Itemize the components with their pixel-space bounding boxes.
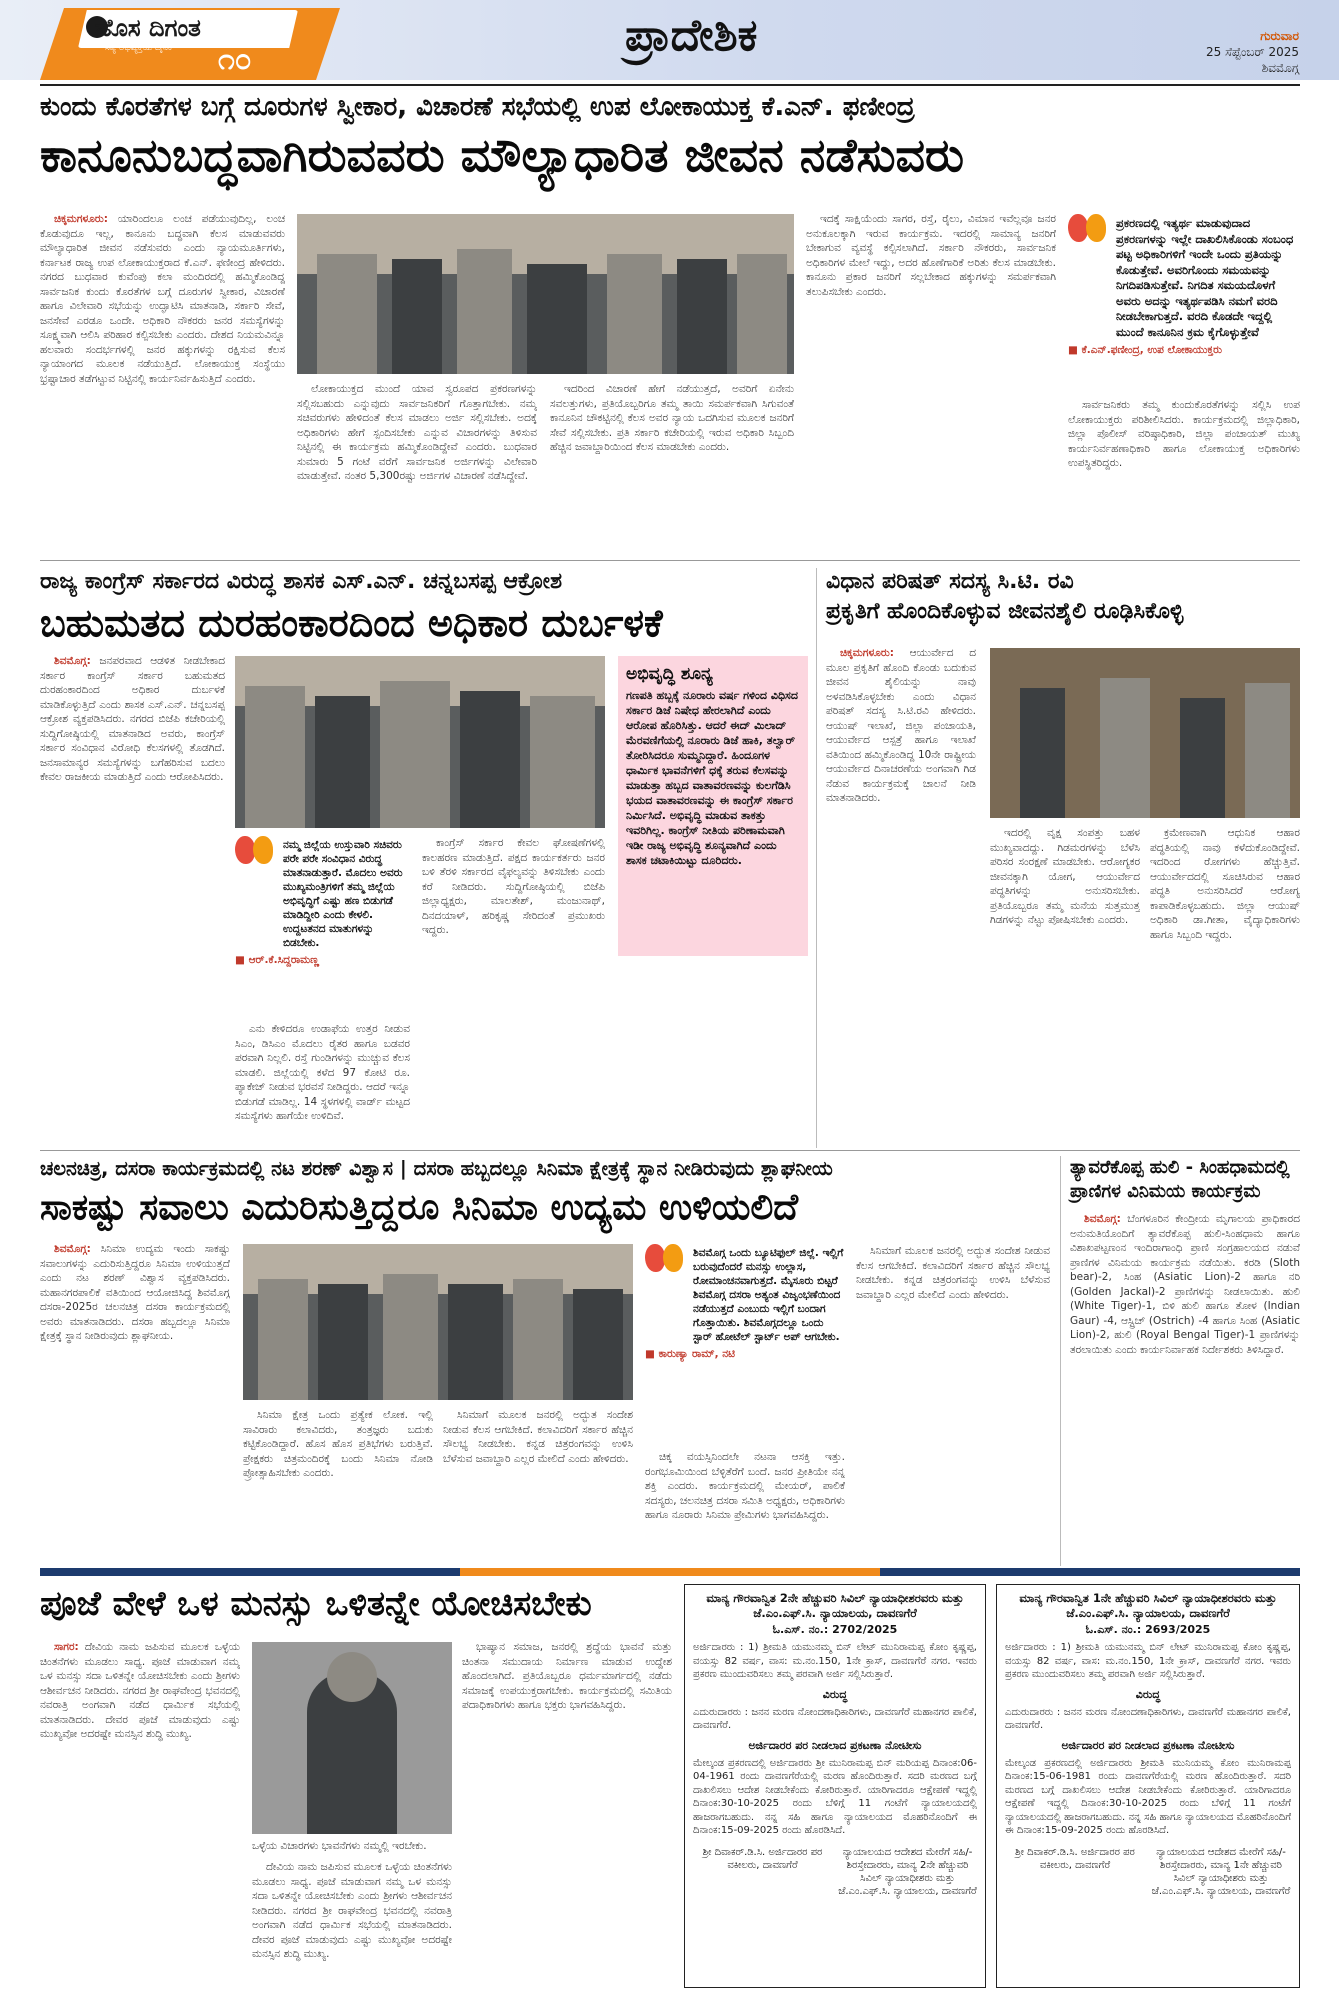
- story3-dateline: ಚಿಕ್ಕಮಗಳೂರು:: [840, 647, 894, 659]
- page-number: ೧೦: [218, 42, 252, 77]
- notice-respondent: ಎದುರುದಾರರು : ಜನನ ಮರಣ ನೋಂದಣಾಧಿಕಾರಿಗಳು, ದಾವಣಗೆರೆ ಮಹಾನಗರ ಪಾಲಿಕೆ, ದಾವಣಗೆರೆ.: [693, 1706, 977, 1731]
- story4-pull-quote: [645, 1244, 845, 1444]
- story2-sidebar-box: [618, 656, 808, 956]
- story3-body-col2: ಇದರಲ್ಲಿ ವೃಕ್ಷ ಸಂಪತ್ತು ಬಹಳ ಮುಖ್ಯವಾದದ್ದು. ಗಿಡಮರಗಳನ್ನು ಬೆಳೆಸಿ ಪರಿಸರ ಸಂರಕ್ಷಣೆ ಮಾಡಬೇಕು. ಆರೋಗ್ಯಕರ ಜೀವನಕ್ಕಾಗಿ ಯೋಗ, ಆಯುರ್ವೇದ ಪದ್ಧತಿಗಳನ್ನು ಅನುಸರಿಸಬೇಕು. ಪ್ರತಿಯೊಬ್ಬರೂ ತಮ್ಮ ಮನೆಯ ಸುತ್ತಮುತ್ತ ಗಿಡಗಳನ್ನು ನೆಟ್ಟು ಪೋಷಿಸಬೇಕು ಎಂದರು.: [990, 827, 1140, 926]
- story1-body-col5: ಸಾರ್ವಜನಿಕರು ತಮ್ಮ ಕುಂದುಕೊರತೆಗಳನ್ನು ಸಲ್ಲಿಸಿ ಉಪ ಲೋಕಾಯುಕ್ತರು ಪರಿಶೀಲಿಸಿದರು. ಕಾರ್ಯಕ್ರಮದಲ್ಲಿ ಜಿಲ್ಲಾಧಿಕಾರಿ, ಜಿಲ್ಲಾ ಪೊಲೀಸ್ ವರಿಷ್ಠಾಧಿಕಾರಿ, ಜಿಲ್ಲಾ ಪಂಚಾಯತ್ ಮುಖ್ಯ ಕಾರ್ಯನಿರ್ವಹಣಾಧಿಕಾರಿ ಹಾಗೂ ಲೋಕಾಯುಕ್ತ ಅಧಿಕಾರಿಗಳು ಉಪಸ್ಥಿತರಿದ್ದರು.: [1068, 399, 1300, 469]
- story6-body-col2: ದೇವಿಯ ನಾಮ ಜಪಿಸುವ ಮೂಲಕ ಒಳ್ಳೆಯ ಚಿಂತನೆಗಳು ಮೂಡಲು ಸಾಧ್ಯ. ಪೂಜೆ ಮಾಡುವಾಗ ನಮ್ಮ ಒಳ ಮನಸ್ಸು ಸದಾ ಒಳಿತನ್ನೇ ಯೋಚಿಸಬೇಕು ಎಂದು ಶ್ರೀಗಳು ಆಶೀರ್ವಚನ ನೀಡಿದರು. ನಗರದ ಶ್ರೀ ರಾಘವೇಂದ್ರ ಭವನದಲ್ಲಿ ನವರಾತ್ರಿ ಅಂಗವಾಗಿ ನಡೆದ ಧಾರ್ಮಿಕ ಸಭೆಯಲ್ಲಿ ಮಾತನಾಡಿದರು. ದೇವರ ಪೂಜೆ ಮಾಡುವುದು ಎಷ್ಟು ಮುಖ್ಯವೋ ಅದರಷ್ಟೇ ಮನಸ್ಸಿನ ಶುದ್ಧಿ ಮುಖ್ಯ.: [252, 1861, 452, 1960]
- color-stripe: [40, 1568, 460, 1576]
- notice-body: ಮೇಲ್ಕಂಡ ಪ್ರಕರಣದಲ್ಲಿ ಅರ್ಜಿದಾರರು ಶ್ರೀ ಮುನಿರಾಮಪ್ಪ ಬಿನ್ ಮರಿಯಪ್ಪ ದಿನಾಂಕ:06-04-1961 ರಂದು ದಾವಣಗೆರೆಯಲ್ಲಿ ಮರಣ ಹೊಂದಿರುತ್ತಾರೆ. ಸದರಿ ಮರಣದ ಬಗ್ಗೆ ದಾಖಲಿಸಲು ಆದೇಶ ನೀಡಬೇಕೆಂದು ಕೋರಿರುತ್ತಾರೆ. ಯಾರಿಗಾದರೂ ಆಕ್ಷೇಪಣೆ ಇದ್ದಲ್ಲಿ ದಿನಾಂಕ:30-10-2025 ರಂದು ಬೆಳಿಗ್ಗೆ 11 ಗಂಟೆಗೆ ನ್ಯಾಯಾಲಯದಲ್ಲಿ ಹಾಜರಾಗಬಹುದು. ನನ್ನ ಸಹಿ ಹಾಗೂ ನ್ಯಾಯಾಲಯದ ಮೊಹರಿನೊಂದಿಗೆ ಈ ದಿನಾಂಕ:15-09-2025 ರಂದು ಹೊರಡಿಸಿದೆ.: [693, 1757, 977, 1836]
- notice-advocate: ಶ್ರೀ ದಿವಾಕರ್.ಡಿ.ಸಿ. ಅರ್ಜಿದಾರರ ಪರ ವಕೀಲರು, ದಾವಣಗೆರೆ: [702, 1846, 823, 1871]
- story3-body-col3: ಕ್ರಮೇಣವಾಗಿ ಆಧುನಿಕ ಆಹಾರ ಪದ್ಧತಿಯಲ್ಲಿ ನಾವು ಕಳೆದುಕೊಂಡಿದ್ದೇವೆ. ಇದರಿಂದ ರೋಗಗಳು ಹೆಚ್ಚುತ್ತಿವೆ. ಆಯುರ್ವೇದದಲ್ಲಿ ಸೂಚಿಸಿರುವ ಆಹಾರ ಪದ್ಧತಿ ಅನುಸರಿಸಿದರೆ ಆರೋಗ್ಯ ಕಾಪಾಡಿಕೊಳ್ಳಬಹುದು. ಜಿಲ್ಲಾ ಆಯುಷ್ ಅಧಿಕಾರಿ ಡಾ.ಗೀತಾ, ವೈದ್ಯಾಧಿಕಾರಿಗಳು ಹಾಗೂ ಸಿಬ್ಬಂದಿ ಇದ್ದರು.: [1150, 827, 1300, 941]
- divider: [40, 84, 1300, 86]
- section-title: ಪ್ರಾದೇಶಿಕ: [625, 10, 758, 61]
- court-notice-2: [996, 1584, 1300, 1988]
- story4-body-col4-lower: ಚಿಕ್ಕ ವಯಸ್ಸಿನಿಂದಲೇ ನಟನಾ ಆಸಕ್ತಿ ಇತ್ತು. ರಂಗಭೂಮಿಯಿಂದ ಬೆಳ್ಳಿತೆರೆಗೆ ಬಂದೆ. ಜನರ ಪ್ರೀತಿಯೇ ನನ್ನ ಶಕ್ತಿ ಎಂದರು. ಕಾರ್ಯಕ್ರಮದಲ್ಲಿ ಮೇಯರ್, ಪಾಲಿಕೆ ಸದಸ್ಯರು, ಚಲನಚಿತ್ರ ದಸರಾ ಸಮಿತಿ ಅಧ್ಯಕ್ಷರು, ಅಧಿಕಾರಿಗಳು ಹಾಗೂ ನೂರಾರು ಸಿನಿಮಾ ಪ್ರೇಮಿಗಳು ಭಾಗವಹಿಸಿದ್ದರು.: [645, 1451, 845, 1521]
- pull-quote-attribution: ■ ಕೆ.ಎನ್.ಫಣೀಂದ್ರ, ಉಪ ಲೋಕಾಯುಕ್ತರು: [1068, 344, 1300, 357]
- sidebar-box-text: ಗಣಪತಿ ಹಬ್ಬಕ್ಕೆ ನೂರಾರು ವರ್ಷ ಗಳಿಂದ ವಿಧಿಸದ ಸರ್ಕಾರ ಡಿಜೆ ನಿಷೇಧ ಹೇರಲಾಗಿದೆ ಎಂದು ಆರೋಪ ಹೊರಿಸಿತ್ತು. ಆದರೆ ಈದ್ ಮಿಲಾದ್ ಮೆರವಣಿಗೆಯಲ್ಲಿ ನೂರಾರು ಡಿಜೆ ಹಾಕಿ, ತಲ್ವಾರ್ ತೋರಿಸಿದರೂ ಸುಮ್ಮನಿದ್ದಾರೆ. ಹಿಂದೂಗಳ ಧಾರ್ಮಿಕ ಭಾವನೆಗಳಿಗೆ ಧಕ್ಕೆ ತರುವ ಕೆಲಸವನ್ನು ಮಾಡುತ್ತಾ ಹಬ್ಬದ ವಾತಾವರಣವನ್ನು ಕುಲಗೆಡಿಸಿ ಭಯದ ವಾತಾವರಣವನ್ನು ಈ ಕಾಂಗ್ರೆಸ್ ಸರ್ಕಾರ ನಿರ್ಮಿಸಿದೆ. ಅಭಿವೃದ್ಧಿ ಮಾಡುವ ತಾಕತ್ತು ಇವರಿಗಿಲ್ಲ. ಕಾಂಗ್ರೆಸ್ ನೀತಿಯ ಪರಿಣಾಮವಾಗಿ ಇಡೀ ರಾಜ್ಯ ಅಭಿವೃದ್ಧಿ ಶೂನ್ಯವಾಗಿದೆ ಎಂದು ಶಾಸಕ ಚಟಾಕಿಯಿಟ್ಟು ದೂರಿದರು.: [626, 689, 799, 867]
- pull-quote-text: ಶಿವಮೊಗ್ಗ ಒಂದು ಬ್ಯೂಟಿಫುಲ್ ಜಿಲ್ಲೆ. ಇಲ್ಲಿಗೆ ಬರುವುದೆಂದರೆ ಮನಸ್ಸು ಉಲ್ಲಾಸ, ರೋಮಾಂಚನವಾಗುತ್ತದೆ. ಮೈಸೂರು ಬಿಟ್ಟರೆ ಶಿವಮೊಗ್ಗ ದಸರಾ ಅತ್ಯಂತ ವಿಜೃಂಭಣೆಯಿಂದ ನಡೆಯುತ್ತದೆ ಎಂಬುದು ಇಲ್ಲಿಗೆ ಬಂದಾಗ ಗೊತ್ತಾಯಿತು. ಶಿವಮೊಗ್ಗದಲ್ಲೂ ಒಂದು ಸ್ಟಾರ್ ಹೋಟೆಲ್ ಸ್ಟಾರ್ಟ್ ಅಪ್ ಆಗಬೇಕು.: [693, 1247, 844, 1343]
- story5-kicker: ತ್ಯಾವರೆಕೊಪ್ಪ ಹುಲಿ - ಸಿಂಹಧಾಮದಲ್ಲಿ ಪ್ರಾಣಿಗಳ ವಿನಿಮಯ ಕಾರ್ಯಕ್ರಮ: [1070, 1157, 1290, 1202]
- notice-respondent: ಎದುರುದಾರರು : ಜನನ ಮರಣ ನೋಂದಣಾಧಿಕಾರಿಗಳು, ದಾವಣಗೆರೆ ಮಹಾನಗರ ಪಾಲಿಕೆ, ದಾವಣಗೆರೆ.: [1005, 1706, 1291, 1731]
- notice-petitioner: ಅರ್ಜಿದಾರರು : 1) ಶ್ರೀಮತಿ ಯಮುನಮ್ಮ ಬಿನ್ ಲೇಟ್ ಮುನಿರಾಮಪ್ಪ ಕೋಂ ಕೃಷ್ಣಪ್ಪ, ವಯಸ್ಸು 82 ವರ್ಷ, ವಾಸ: ಮ.ನಂ.150, 1ನೇ ಕ್ರಾಸ್, ದಾವಣಗೆರೆ ನಗರ. ಇವರು ಪ್ರಕರಣ ಮುಂದುವರಿಸಲು ತಮ್ಮ ಪರವಾಗಿ ಅರ್ಜಿ ಸಲ್ಲಿಸಿರುತ್ತಾರೆ.: [1005, 1642, 1291, 1680]
- story4-dateline: ಶಿವಮೊಗ್ಗ:: [54, 1243, 91, 1255]
- notice-signatory: ನ್ಯಾಯಾಲಯದ ಆದೇಶದ ಮೇರೆಗೆ ಸಹಿ/-ಶಿರಸ್ತೇದಾರರು, ಮಾನ್ಯ 1ನೇ ಹೆಚ್ಚುವರಿ ಸಿವಿಲ್ ನ್ಯಾಯಾಧೀಶರು ಮತ್ತು ಜೆ.ಎಂ.ಎಫ್.ಸಿ. ನ್ಯಾಯಾಲಯ, ದಾವಣಗೆರೆ: [1151, 1846, 1291, 1897]
- edition-city: ಶಿವಮೊಗ್ಗ: [1261, 61, 1299, 75]
- notice-versus: ವಿರುದ್ಧ: [1135, 1687, 1161, 1701]
- notice-subhead: ಅರ್ಜಿದಾರರ ಪರ ನೀಡಲಾದ ಪ್ರಕಟಣಾ ನೋಟೀಸು: [1061, 1738, 1235, 1752]
- sidebar-box-title: ಅಭಿವೃದ್ಧಿ ಶೂನ್ಯ: [626, 664, 713, 684]
- notice-court-title: ಮಾನ್ಯ ಗೌರವಾನ್ವಿತ 1ನೇ ಹೆಚ್ಚುವರಿ ಸಿವಿಲ್ ನ್ಯಾಯಾಧೀಶರವರು ಮತ್ತು ಜೆ.ಎಂ.ಎಫ್.ಸಿ. ನ್ಯಾಯಾಲಯ, ದಾವಣಗೆರೆ: [1019, 1591, 1277, 1620]
- paper-tagline: ಸತ್ಯ ಅಭಿವ್ಯಕ್ತಿಯ ದೈನಿಕ: [105, 43, 172, 53]
- story2-dateline: ಶಿವಮೊಗ್ಗ:: [54, 655, 91, 667]
- story1-body-col3: ಇದರಿಂದ ವಿಚಾರಣೆ ಹೇಗೆ ನಡೆಯುತ್ತದೆ, ಅವರಿಗೆ ಏನೇನು ಸವಲತ್ತುಗಳು, ಪ್ರತಿಯೊಬ್ಬರಿಗೂ ತಮ್ಮ ತಾಯಿ ಸಮರ್ಪಕವಾಗಿ ಸಿಗುವಂತೆ ಕಾನೂನಿನ ಚೌಕಟ್ಟಿನಲ್ಲಿ ಕೆಲಸ ಅವರ ನ್ಯಾಯ ಒದಗಿಸುವ ಮೂಲಕ ಜನರಿಗೆ ಸೇವೆ ಸಲ್ಲಿಸಬೇಕು. ಪ್ರತಿ ಸರ್ಕಾರಿ ಕಚೇರಿಯಲ್ಲಿ ಇರುವ ಅಧಿಕಾರಿ ಸಿಬ್ಬಂದಿ ಹೆಚ್ಚಿನ ಜವಾಬ್ದಾರಿಯಿಂದ ಕೆಲಸ ಮಾಡಬೇಕು ಎಂದರು.: [550, 383, 794, 453]
- story3-photo: [990, 648, 1300, 818]
- notice-versus: ವಿರುದ್ಧ: [822, 1687, 848, 1701]
- story1-dateline: ಚಿಕ್ಕಮಗಳೂರು:: [54, 213, 108, 225]
- weekday: ಗುರುವಾರ: [1260, 29, 1299, 43]
- story2-body-col1: ಶಿವಮೊಗ್ಗ: ಜನಪರವಾದ ಆಡಳಿತ ನೀಡಬೇಕಾದ ಸರ್ಕಾರ ಕಾಂಗ್ರೆಸ್ ಸರ್ಕಾರ ಬಹುಮತದ ದುರಹಂಕಾರದಿಂದ ಅಧಿಕಾರ ದುರ್ಬಳಕೆ ಮಾಡಿಕೊಳ್ಳುತ್ತಿದೆ ಎಂದು ಶಾಸಕ ಎಸ್.ಎನ್. ಚನ್ನಬಸಪ್ಪ ಆಕ್ರೋಶ ವ್ಯಕ್ತಪಡಿಸಿದರು. ನಗರದ ಬಿಜೆಪಿ ಕಚೇರಿಯಲ್ಲಿ ಸುದ್ದಿಗೋಷ್ಠಿಯಲ್ಲಿ ಮಾತನಾಡಿದ ಅವರು, ಕಾಂಗ್ರೆಸ್ ಸರ್ಕಾರ ಸಂವಿಧಾನ ವಿರೋಧಿ ಕೆಲಸಗಳಲ್ಲಿ ತೊಡಗಿದೆ. ಜನಸಾಮಾನ್ಯರ ಸಮಸ್ಯೆಗಳನ್ನು ಬಗೆಹರಿಸುವ ಬದಲು ಕೇವಲ ರಾಜಕೀಯ ಮಾಡುತ್ತಿದೆ ಎಂದು ಆರೋಪಿಸಿದರು.: [40, 655, 225, 783]
- story5-dateline: ಶಿವಮೊಗ್ಗ:: [1084, 1213, 1121, 1225]
- story1-body-col2: ಲೋಕಾಯುಕ್ತದ ಮುಂದೆ ಯಾವ ಸ್ವರೂಪದ ಪ್ರಕರಣಗಳನ್ನು ಸಲ್ಲಿಸಬಹುದು ಎನ್ನುವುದು ಸಾರ್ವಜನಿಕರಿಗೆ ಗೊತ್ತಾಗಬೇಕು. ನಮ್ಮ ಸಚಿವರುಗಳು ಹೇಳಿದಂತೆ ಕೆಲಸ ಮಾಡಲು ಅರ್ಜಿ ಸಲ್ಲಿಸಬೇಕು. ಅದಕ್ಕೆ ಅಧಿಕಾರಿಗಳು ಹೇಗೆ ಸ್ಪಂದಿಸಬೇಕು ಎನ್ನುವ ವಿಚಾರಗಳನ್ನು ತಿಳಿಸುವ ನಿಟ್ಟಿನಲ್ಲಿ ಈ ಕಾರ್ಯಕ್ರಮ ಹಮ್ಮಿಕೊಂಡಿದ್ದೇವೆ ಎಂದರು. ಬುಧವಾರ ಸುಮಾರು 5 ಗಂಟೆ ವರೆಗೆ ಸಾರ್ವಜನಿಕ ಅರ್ಜಿಗಳನ್ನು ವಿಲೇವಾರಿ ಮಾಡುತ್ತೇವೆ. ನಂತರ 5,300ರಷ್ಟು ಅರ್ಜಿಗಳ ವಿಚಾರಣೆ ನಡೆಸಿದ್ದೇವೆ.: [297, 383, 537, 482]
- color-stripe: [460, 1568, 880, 1576]
- story2-photo: [235, 656, 605, 828]
- story2-headline: ಬಹುಮತದ ದುರಹಂಕಾರದಿಂದ ಅಧಿಕಾರ ದುರ್ಬಳಕೆ: [40, 600, 663, 645]
- column-divider: [1060, 1156, 1061, 1566]
- notice-body: ಮೇಲ್ಕಂಡ ಪ್ರಕರಣದಲ್ಲಿ ಅರ್ಜಿದಾರರು ಶ್ರೀಮತಿ ಮುನಿಯಮ್ಮ ಕೋಂ ಮುನಿರಾಮಪ್ಪ ದಿನಾಂಕ:15-06-1981 ರಂದು ದಾವಣಗೆರೆಯಲ್ಲಿ ಮರಣ ಹೊಂದಿರುತ್ತಾರೆ. ಸದರಿ ಮರಣದ ಬಗ್ಗೆ ದಾಖಲಿಸಲು ಆದೇಶ ನೀಡಬೇಕೆಂದು ಕೋರಿರುತ್ತಾರೆ. ಯಾರಿಗಾದರೂ ಆಕ್ಷೇಪಣೆ ಇದ್ದಲ್ಲಿ ದಿನಾಂಕ:30-10-2025 ರಂದು ಬೆಳಿಗ್ಗೆ 11 ಗಂಟೆಗೆ ನ್ಯಾಯಾಲಯದಲ್ಲಿ ಹಾಜರಾಗಬಹುದು. ನನ್ನ ಸಹಿ ಹಾಗೂ ನ್ಯಾಯಾಲಯದ ಮೊಹರಿನೊಂದಿಗೆ ಈ ದಿನಾಂಕ:15-09-2025 ರಂದು ಹೊರಡಿಸಿದೆ.: [1005, 1757, 1291, 1836]
- story4-body-col2: ಸಿನಿಮಾ ಕ್ಷೇತ್ರ ಒಂದು ಪ್ರತ್ಯೇಕ ಲೋಕ. ಇಲ್ಲಿ ಸಾವಿರಾರು ಕಲಾವಿದರು, ತಂತ್ರಜ್ಞರು ಬದುಕು ಕಟ್ಟಿಕೊಂಡಿದ್ದಾರೆ. ಹೊಸ ಹೊಸ ಪ್ರತಿಭೆಗಳು ಬರುತ್ತಿವೆ. ಪ್ರೇಕ್ಷಕರು ಚಿತ್ರಮಂದಿರಕ್ಕೆ ಬಂದು ಸಿನಿಮಾ ನೋಡಿ ಪ್ರೋತ್ಸಾಹಿಸಬೇಕು ಎಂದರು.: [243, 1409, 433, 1479]
- edition-dateline: [1206, 28, 1299, 76]
- story6-dateline: ಸಾಗರ:: [54, 1641, 79, 1653]
- notice-court-title: ಮಾನ್ಯ ಗೌರವಾನ್ವಿತ 2ನೇ ಹೆಚ್ಚುವರಿ ಸಿವಿಲ್ ನ್ಯಾಯಾಧೀಶರವರು ಮತ್ತು ಜೆ.ಎಂ.ಎಫ್.ಸಿ. ನ್ಯಾಯಾಲಯ, ದಾವಣಗೆರೆ: [706, 1591, 964, 1620]
- story6-photo-caption: ಒಳ್ಳೆಯ ವಿಚಾರಗಳು ಭಾವನೆಗಳು ನಮ್ಮಲ್ಲಿ ಇರಬೇಕು.: [252, 1840, 427, 1852]
- story4-kicker: ಚಲನಚಿತ್ರ, ದಸರಾ ಕಾರ್ಯಕ್ರಮದಲ್ಲಿ ನಟ ಶರಣ್ ವಿಶ್ವಾಸ | ದಸರಾ ಹಬ್ಬದಲ್ಲೂ ಸಿನಿಮಾ ಕ್ಷೇತ್ರಕ್ಕೆ ಸ್ಥಾನ ನೀಡಿರುವುದು ಶ್ಲಾಘನೀಯ: [40, 1157, 833, 1180]
- story2-body-col3: ಕಾಂಗ್ರೆಸ್ ಸರ್ಕಾರ ಕೇವಲ ಘೋಷಣೆಗಳಲ್ಲಿ ಕಾಲಹರಣ ಮಾಡುತ್ತಿದೆ. ಪಕ್ಷದ ಕಾರ್ಯಕರ್ತರು ಜನರ ಬಳಿ ತೆರಳಿ ಸರ್ಕಾರದ ವೈಫಲ್ಯವನ್ನು ತಿಳಿಸಬೇಕು ಎಂದು ಕರೆ ನೀಡಿದರು. ಸುದ್ದಿಗೋಷ್ಠಿಯಲ್ಲಿ ಬಿಜೆಪಿ ಜಿಲ್ಲಾಧ್ಯಕ್ಷರು, ಮಾಲತೇಶ್, ಮಂಜುನಾಥ್, ದಿನದಯಾಳ್, ಹರಿಕೃಷ್ಣ ಸೇರಿದಂತೆ ಪ್ರಮುಖರು ಇದ್ದರು.: [422, 837, 605, 936]
- story2-pull-quote: [235, 836, 410, 1016]
- story2-kicker: ರಾಜ್ಯ ಕಾಂಗ್ರೆಸ್ ಸರ್ಕಾರದ ವಿರುದ್ಧ ಶಾಸಕ ಎಸ್.ಎನ್. ಚನ್ನಬಸಪ್ಪ ಆಕ್ರೋಶ: [40, 569, 563, 594]
- story2-body-col2: ಎನು ಕೇಳಿದರೂ ಉಡಾಫೆಯ ಉತ್ತರ ನೀಡುವ ಸಿಎಂ, ಡಿಸಿಎಂ ಮೊದಲು ರೈತರ ಹಾಗೂ ಬಡವರ ಪರವಾಗಿ ನಿಲ್ಲಲಿ. ರಸ್ತೆ ಗುಂಡಿಗಳನ್ನು ಮುಚ್ಚುವ ಕೆಲಸ ಮಾಡಲಿ. ಜಿಲ್ಲೆಯಲ್ಲಿ ಕಳೆದ 97 ಕೋಟಿ ರೂ. ಪ್ಯಾಕೇಜ್ ನೀಡುವ ಭರವಸೆ ನೀಡಿದ್ದರು. ಆದರೆ ಇನ್ನೂ ಬಿಡುಗಡೆ ಮಾಡಿಲ್ಲ. 14 ಸ್ಥಳಗಳಲ್ಲಿ ವಾರ್ಡ್ ಮಟ್ಟದ ಸಮಸ್ಯೆಗಳು ಹಾಗೆಯೇ ಉಳಿದಿವೆ.: [235, 1023, 410, 1122]
- story4-body-col3: ಸಿನಿಮಾಗೆ ಮೂಲಕ ಜನರಲ್ಲಿ ಅದ್ಭುತ ಸಂದೇಶ ನೀಡುವ ಕೆಲಸ ಆಗಬೇಕಿದೆ. ಕಲಾವಿದರಿಗೆ ಸರ್ಕಾರ ಹೆಚ್ಚಿನ ಸೌಲಭ್ಯ ನೀಡಬೇಕು. ಕನ್ನಡ ಚಿತ್ರರಂಗವನ್ನು ಉಳಿಸಿ ಬೆಳೆಸುವ ಜವಾಬ್ದಾರಿ ಎಲ್ಲರ ಮೇಲಿದೆ ಎಂದು ಹೇಳಿದರು.: [443, 1409, 633, 1465]
- story1-photo: [297, 214, 794, 374]
- divider: [40, 560, 1300, 561]
- story3-body-col1: ಚಿಕ್ಕಮಗಳೂರು: ಆಯುರ್ವೇದ ದ ಮೂಲ ಪ್ರಕೃತಿಗೆ ಹೊಂದಿ ಕೊಂಡು ಬದುಕುವ ಜೀವನ ಶೈಲಿಯನ್ನು ನಾವು ಅಳವಡಿಸಿಕೊಳ್ಳಬೇಕು ಎಂದು ವಿಧಾನ ಪರಿಷತ್ ಸದಸ್ಯ ಸಿ.ಟಿ.ರವಿ ಹೇಳಿದರು. ಆಯುಷ್ ಇಲಾಖೆ, ಜಿಲ್ಲಾ ಪಂಚಾಯತಿ, ಆಯುರ್ವೇದ ಆಸ್ಪತ್ರೆ ಹಾಗೂ ಇಲಾಖೆ ವತಿಯಿಂದ ಹಮ್ಮಿಕೊಂಡಿದ್ದ 10ನೇ ರಾಷ್ಟ್ರೀಯ ಆಯುರ್ವೇದ ದಿನಾಚರಣೆಯ ಅಂಗವಾಗಿ ಗಿಡ ನೆಡುವ ಕಾರ್ಯಕ್ರಮಕ್ಕೆ ಚಾಲನೆ ನೀಡಿ ಮಾತನಾಡಿದರು.: [826, 647, 976, 804]
- pull-quote-text: ನಮ್ಮ ಜಿಲ್ಲೆಯ ಉಸ್ತುವಾರಿ ಸಚಿವರು ಪರೇ ಪರೇ ಸಂವಿಧಾನ ವಿರುದ್ಧ ಮಾತನಾಡುತ್ತಾರೆ. ಮೊದಲು ಅವರು ಮುಖ್ಯಮಂತ್ರಿಗಳಿಗೆ ತಮ್ಮ ಜಿಲ್ಲೆಯ ಅಭಿವೃದ್ಧಿಗೆ ಎಷ್ಟು ಹಣ ಬಿಡುಗಡೆ ಮಾಡಿದ್ದೀರಿ ಎಂದು ಕೇಳಲಿ. ಉದ್ದಟತನದ ಮಾತುಗಳನ್ನು ಬಿಡಬೇಕು.: [283, 839, 403, 949]
- quote-icon: [645, 1244, 687, 1274]
- notice-advocate: ಶ್ರೀ ದಿವಾಕರ್.ಡಿ.ಸಿ. ಅರ್ಜಿದಾರರ ಪರ ವಕೀಲರು, ದಾವಣಗೆರೆ: [1015, 1846, 1135, 1871]
- notice-case-number: ಓ.ಎಸ್. ನಂ.: 2702/2025: [772, 1623, 898, 1636]
- notice-subhead: ಅರ್ಜಿದಾರರ ಪರ ನೀಡಲಾದ ಪ್ರಕಟಣಾ ನೋಟೀಸು: [748, 1738, 922, 1752]
- story6-body-col3: ಭಾಷ್ಯಾನ ಸಮಾಜ, ಜನರಲ್ಲಿ ಶ್ರದ್ಧೆಯ ಭಾವನೆ ಮತ್ತು ಚಿಂತನಾ ಸಮುದಾಯ ನಿರ್ಮಾಣ ಮಾಡುವ ಉದ್ದೇಶ ಹೊಂದಲಾಗಿದೆ. ಪ್ರತಿಯೊಬ್ಬರೂ ಧರ್ಮಮಾರ್ಗದಲ್ಲಿ ನಡೆದು ಸಮಾಜಕ್ಕೆ ಉಪಯುಕ್ತರಾಗಬೇಕು. ಕಾರ್ಯಕ್ರಮದಲ್ಲಿ ಸಮಿತಿಯ ಪದಾಧಿಕಾರಿಗಳು ಹಾಗೂ ಭಕ್ತರು ಭಾಗವಹಿಸಿದ್ದರು.: [462, 1641, 672, 1711]
- column-divider: [816, 568, 817, 1148]
- pull-quote-attribution: ■ ಆರ್.ಕೆ.ಸಿದ್ದರಾಮಣ್ಣ: [235, 954, 410, 967]
- pull-quote-attribution: ■ ಕಾರುಣ್ಯಾ ರಾಮ್, ನಟಿ: [645, 1348, 845, 1361]
- story4-body-col1: ಶಿವಮೊಗ್ಗ: ಸಿನಿಮಾ ಉದ್ಯಮ ಇಂದು ಸಾಕಷ್ಟು ಸವಾಲುಗಳನ್ನು ಎದುರಿಸುತ್ತಿದ್ದರೂ ಸಿನಿಮಾ ಉಳಿಯುತ್ತದೆ ಎಂದು ನಟ ಶರಣ್ ವಿಶ್ವಾಸ ವ್ಯಕ್ತಪಡಿಸಿದರು. ಮಹಾನಗರಪಾಲಿಕೆ ವತಿಯಿಂದ ಆಯೋಜಿಸಿದ್ದ ಶಿವಮೊಗ್ಗ ದಸರಾ-2025ರ ಚಲನಚಿತ್ರ ದಸರಾ ಕಾರ್ಯಕ್ರಮದಲ್ಲಿ ಅವರು ಮಾತನಾಡಿದರು. ದಸರಾ ಹಬ್ಬದಲ್ಲೂ ಸಿನಿಮಾ ಕ್ಷೇತ್ರಕ್ಕೆ ಸ್ಥಾನ ನೀಡಿರುವುದು ಶ್ಲಾಘನೀಯ.: [40, 1243, 230, 1342]
- court-notice-1: [684, 1584, 986, 1988]
- story6-body-col1: ಸಾಗರ: ದೇವಿಯ ನಾಮ ಜಪಿಸುವ ಮೂಲಕ ಒಳ್ಳೆಯ ಚಿಂತನೆಗಳು ಮೂಡಲು ಸಾಧ್ಯ. ಪೂಜೆ ಮಾಡುವಾಗ ನಮ್ಮ ಒಳ ಮನಸ್ಸು ಸದಾ ಒಳಿತನ್ನೇ ಯೋಚಿಸಬೇಕು ಎಂದು ಶ್ರೀಗಳು ಆಶೀರ್ವಚನ ನೀಡಿದರು. ನಗರದ ಶ್ರೀ ರಾಘವೇಂದ್ರ ಭವನದಲ್ಲಿ ನವರಾತ್ರಿ ಅಂಗವಾಗಿ ನಡೆದ ಧಾರ್ಮಿಕ ಸಭೆಯಲ್ಲಿ ಮಾತನಾಡಿದರು. ದೇವರ ಪೂಜೆ ಮಾಡುವುದು ಎಷ್ಟು ಮುಖ್ಯವೋ ಅದರಷ್ಟೇ ಮನಸ್ಸಿನ ಶುದ್ಧಿ ಮುಖ್ಯ.: [40, 1641, 240, 1740]
- story1-pull-quote: [1068, 214, 1300, 384]
- quote-icon: [1068, 214, 1110, 244]
- story1-kicker: ಕುಂದು ಕೊರತೆಗಳ ಬಗ್ಗೆ ದೂರುಗಳ ಸ್ವೀಕಾರ, ವಿಚಾರಣೆ ಸಭೆಯಲ್ಲಿ ಉಪ ಲೋಕಾಯುಕ್ತ ಕೆ.ಎನ್. ಫಣೀಂದ್ರ: [40, 92, 915, 122]
- notice-case-number: ಓ.ಎಸ್. ನಂ.: 2693/2025: [1085, 1623, 1211, 1636]
- paper-name: ಹೊಸ ದಿಗಂತ: [95, 13, 201, 42]
- story5-body: ಶಿವಮೊಗ್ಗ: ಬೆಂಗಳೂರಿನ ಕೇಂದ್ರೀಯ ಮೃಗಾಲಯ ಪ್ರಾಧಿಕಾರದ ಅನುಮತಿಯೊಂದಿಗೆ ತ್ಯಾವರೆಕೊಪ್ಪ ಹುಲಿ-ಸಿಂಹಧಾಮ ಹಾಗೂ ವಿಶಾಖಪಟ್ಟಣಂನ ಇಂದಿರಾಗಾಂಧಿ ಪ್ರಾಣಿ ಸಂಗ್ರಹಾಲಯದ ನಡುವೆ ಪ್ರಾಣಿಗಳ ವಿನಿಮಯ ಕಾರ್ಯಕ್ರಮ ನಡೆಯಿತು. ಕರಡಿ (Sloth bear)-2, ಸಿಂಹ (Asiatic Lion)-2 ಹಾಗೂ ನರಿ (Golden Jackal)-2 ಪ್ರಾಣಿಗಳನ್ನು ನೀಡಲಾಯಿತು. ಹುಲಿ (White Tiger)-1, ಬಿಳಿ ಹುಲಿ ಹಾಗೂ ತೋಳ (Indian Gaur) -4, ಆಸ್ಟ್ರಿಚ್ (Ostrich) -4 ಹಾಗೂ ಸಿಂಹ (Asiatic Lion)-2, ಹುಲಿ (Royal Bengal Tiger)-1 ಪ್ರಾಣಿಗಳನ್ನು ತರಲಾಯಿತು ಎಂದು ಕಾರ್ಯನಿರ್ವಾಹಕ ನಿರ್ದೇಶಕರು ತಿಳಿಸಿದ್ದಾರೆ.: [1070, 1213, 1300, 1356]
- issue-date: 25 ಸೆಪ್ಟೆಂಬರ್ 2025: [1205, 45, 1299, 59]
- color-stripe: [880, 1568, 1300, 1576]
- pull-quote-text: ಪ್ರಕರಣದಲ್ಲಿ ಇತ್ಯರ್ಥ ಮಾಡುವುದಾದ ಪ್ರಕರಣಗಳನ್ನು ಇಲ್ಲೇ ದಾಖಲಿಸಿಕೊಂಡು ಸಂಬಂಧ ಪಟ್ಟ ಅಧಿಕಾರಿಗಳಿಗೆ ಇಂದೇ ಒಂದು ಪ್ರತಿಯನ್ನು ಕೊಡುತ್ತೇವೆ. ಅವರಿಗೊಂದು ಸಮಯವನ್ನು ನಿಗದಿಪಡಿಸುತ್ತೇವೆ. ನಿಗದಿತ ಸಮಯದೊಳಗೆ ಅವರು ಅದನ್ನು ಇತ್ಯರ್ಥಪಡಿಸಿ ನಮಗೆ ವರದಿ ನೀಡಬೇಕಾಗುತ್ತದೆ. ವರದಿ ಕೊಡದೇ ಇದ್ದಲ್ಲಿ ಮುಂದೆ ಕಾನೂನಿನ ಕ್ರಮ ಕೈಗೊಳ್ಳುತ್ತೇವೆ: [1116, 216, 1294, 339]
- quote-icon: [235, 836, 277, 866]
- notice-signatory: ನ್ಯಾಯಾಲಯದ ಆದೇಶದ ಮೇರೆಗೆ ಸಹಿ/-ಶಿರಸ್ತೇದಾರರು, ಮಾನ್ಯ 2ನೇ ಹೆಚ್ಚುವರಿ ಸಿವಿಲ್ ನ್ಯಾಯಾಧೀಶರು ಮತ್ತು ಜೆ.ಎಂ.ಎಫ್.ಸಿ. ನ್ಯಾಯಾಲಯ, ದಾವಣಗೆರೆ: [838, 1846, 977, 1897]
- story1-headline: ಕಾನೂನುಬದ್ಧವಾಗಿರುವವರು ಮೌಲ್ಯಾಧಾರಿತ ಜೀವನ ನಡೆಸುವರು: [40, 128, 965, 182]
- story6-photo: [252, 1642, 452, 1834]
- story4-headline: ಸಾಕಷ್ಟು ಸವಾಲು ಎದುರಿಸುತ್ತಿದ್ದರೂ ಸಿನಿಮಾ ಉದ್ಯಮ ಉಳಿಯಲಿದೆ: [40, 1186, 799, 1228]
- story3-kicker: ವಿಧಾನ ಪರಿಷತ್ ಸದಸ್ಯ ಸಿ.ಟಿ. ರವಿ: [826, 569, 1074, 594]
- story1-body-col4: ಇದಕ್ಕೆ ಸಾಕ್ಷಿಯೆಂದು ಸಾಗರ, ರಸ್ತೆ, ರೈಲು, ವಿಮಾನ ಇವೆಲ್ಲವೂ ಜನರ ಅನುಕೂಲಕ್ಕಾಗಿ ಇರುವ ಕಾರ್ಯಕ್ರಮ. ಇದರಲ್ಲಿ ಸಾಮಾನ್ಯ ಜನರಿಗೆ ಬೇಕಾಗುವ ವ್ಯವಸ್ಥೆ ಕಲ್ಪಿಸಲಾಗಿದೆ. ಸರ್ಕಾರಿ ನೌಕರರು, ಸಾರ್ವಜನಿಕ ಅಧಿಕಾರಿಗಳ ಮೇಲೆ ಇದ್ದು, ಅದರ ಹೊಣೆಗಾರಿಕೆ ಅರಿತು ಕೆಲಸ ಮಾಡಬೇಕು. ಕಾನೂನು ಪ್ರಕಾರ ಜನರಿಗೆ ಸಲ್ಲಬೇಕಾದ ಹಕ್ಕುಗಳನ್ನು ಸಮರ್ಪಕವಾಗಿ ತಲುಪಿಸಬೇಕು ಎಂದರು.: [806, 213, 1056, 298]
- notice-petitioner: ಅರ್ಜಿದಾರರು : 1) ಶ್ರೀಮತಿ ಯಮುನಮ್ಮ ಬಿನ್ ಲೇಟ್ ಮುನಿರಾಮಪ್ಪ ಕೋಂ ಕೃಷ್ಣಪ್ಪ, ವಯಸ್ಸು 82 ವರ್ಷ, ವಾಸ: ಮ.ನಂ.150, 1ನೇ ಕ್ರಾಸ್, ದಾವಣಗೆರೆ ನಗರ. ಇವರು ಪ್ರಕರಣ ಮುಂದುವರಿಸಲು ತಮ್ಮ ಪರವಾಗಿ ಅರ್ಜಿ ಸಲ್ಲಿಸಿರುತ್ತಾರೆ.: [693, 1642, 977, 1680]
- divider: [40, 1150, 1300, 1151]
- story3-headline: ಪ್ರಕೃತಿಗೆ ಹೊಂದಿಕೊಳ್ಳುವ ಜೀವನಶೈಲಿ ರೂಢಿಸಿಕೊಳ್ಳಿ: [826, 599, 1184, 624]
- story6-headline: ಪೂಜೆ ವೇಳೆ ಒಳ ಮನಸ್ಸು ಒಳಿತನ್ನೇ ಯೋಚಿಸಬೇಕು: [40, 1584, 592, 1624]
- story4-body-col5: ಸಿನಿಮಾಗೆ ಮೂಲಕ ಜನರಲ್ಲಿ ಅದ್ಭುತ ಸಂದೇಶ ನೀಡುವ ಕೆಲಸ ಆಗಬೇಕಿದೆ. ಕಲಾವಿದರಿಗೆ ಸರ್ಕಾರ ಹೆಚ್ಚಿನ ಸೌಲಭ್ಯ ನೀಡಬೇಕು. ಕನ್ನಡ ಚಿತ್ರರಂಗವನ್ನು ಉಳಿಸಿ ಬೆಳೆಸುವ ಜವಾಬ್ದಾರಿ ಎಲ್ಲರ ಮೇಲಿದೆ ಎಂದು ಹೇಳಿದರು.: [856, 1245, 1050, 1301]
- story1-body-col1: ಚಿಕ್ಕಮಗಳೂರು: ಯಾರಿಂದಲೂ ಲಂಚ ಪಡೆಯುವುದಿಲ್ಲ, ಲಂಚ ಕೊಡುವುದೂ ಇಲ್ಲ, ಕಾನೂನು ಬದ್ಧವಾಗಿ ಕೆಲಸ ಮಾಡುವವರು ಮೌಲ್ಯಾಧಾರಿತ ಜೀವನ ನಡೆಸುವರು ಎಂದು ನ್ಯಾಯಮೂರ್ತಿಗಳು, ಕರ್ನಾಟಕ ರಾಜ್ಯ ಉಪ ಲೋಕಾಯುಕ್ತರಾದ ಕೆ.ಎನ್. ಫಣೀಂದ್ರ ಹೇಳಿದರು. ನಗರದ ಬುಧವಾರ ಕುವೆಂಪು ಕಲಾ ಮಂದಿರದಲ್ಲಿ ಹಮ್ಮಿಕೊಂಡಿದ್ದ ಸಾರ್ವಜನಿಕ ಕುಂದು ಕೊರತೆಗಳ ಬಗ್ಗೆ ದೂರುಗಳ ಸ್ವೀಕಾರ, ವಿಚಾರಣೆ ಹಾಗೂ ವಿಲೇವಾರಿ ಸಭೆಯನ್ನು ಉದ್ಘಾಟಿಸಿ ಮಾತನಾಡಿ, ಸರ್ಕಾರಿ ಸೇವೆ, ಜನಸೇವೆ ಎರಡೂ ಒಂದೇ. ಅಧಿಕಾರಿ ನೌಕರರು ಜನರ ಸಮಸ್ಯೆಗಳನ್ನು ಸೂಕ್ಷ್ಮವಾಗಿ ಆಲಿಸಿ ಪರಿಹಾರ ಕಲ್ಪಿಸಬೇಕು ಎಂದರು. ದೇಶದ ನಿಯಮವಿನ್ನೂ ಹಲವಾರು ಸಂದರ್ಭಗಳಲ್ಲಿ ಜನರ ಹಕ್ಕುಗಳನ್ನು ರಕ್ಷಿಸುವ ಕೆಲಸ ನ್ಯಾಯಾಂಗದ ಮೂಲಕ ನಡೆಯುತ್ತಿದೆ. ಲೋಕಾಯುಕ್ತ ಸಂಸ್ಥೆಯು ಭ್ರಷ್ಟಾಚಾರ ತಡೆಗಟ್ಟುವ ನಿಟ್ಟಿನಲ್ಲಿ ಕಾರ್ಯನಿರ್ವಹಿಸುತ್ತಿದೆ ಎಂದರು.: [40, 213, 285, 385]
- story4-photo: [243, 1244, 633, 1400]
